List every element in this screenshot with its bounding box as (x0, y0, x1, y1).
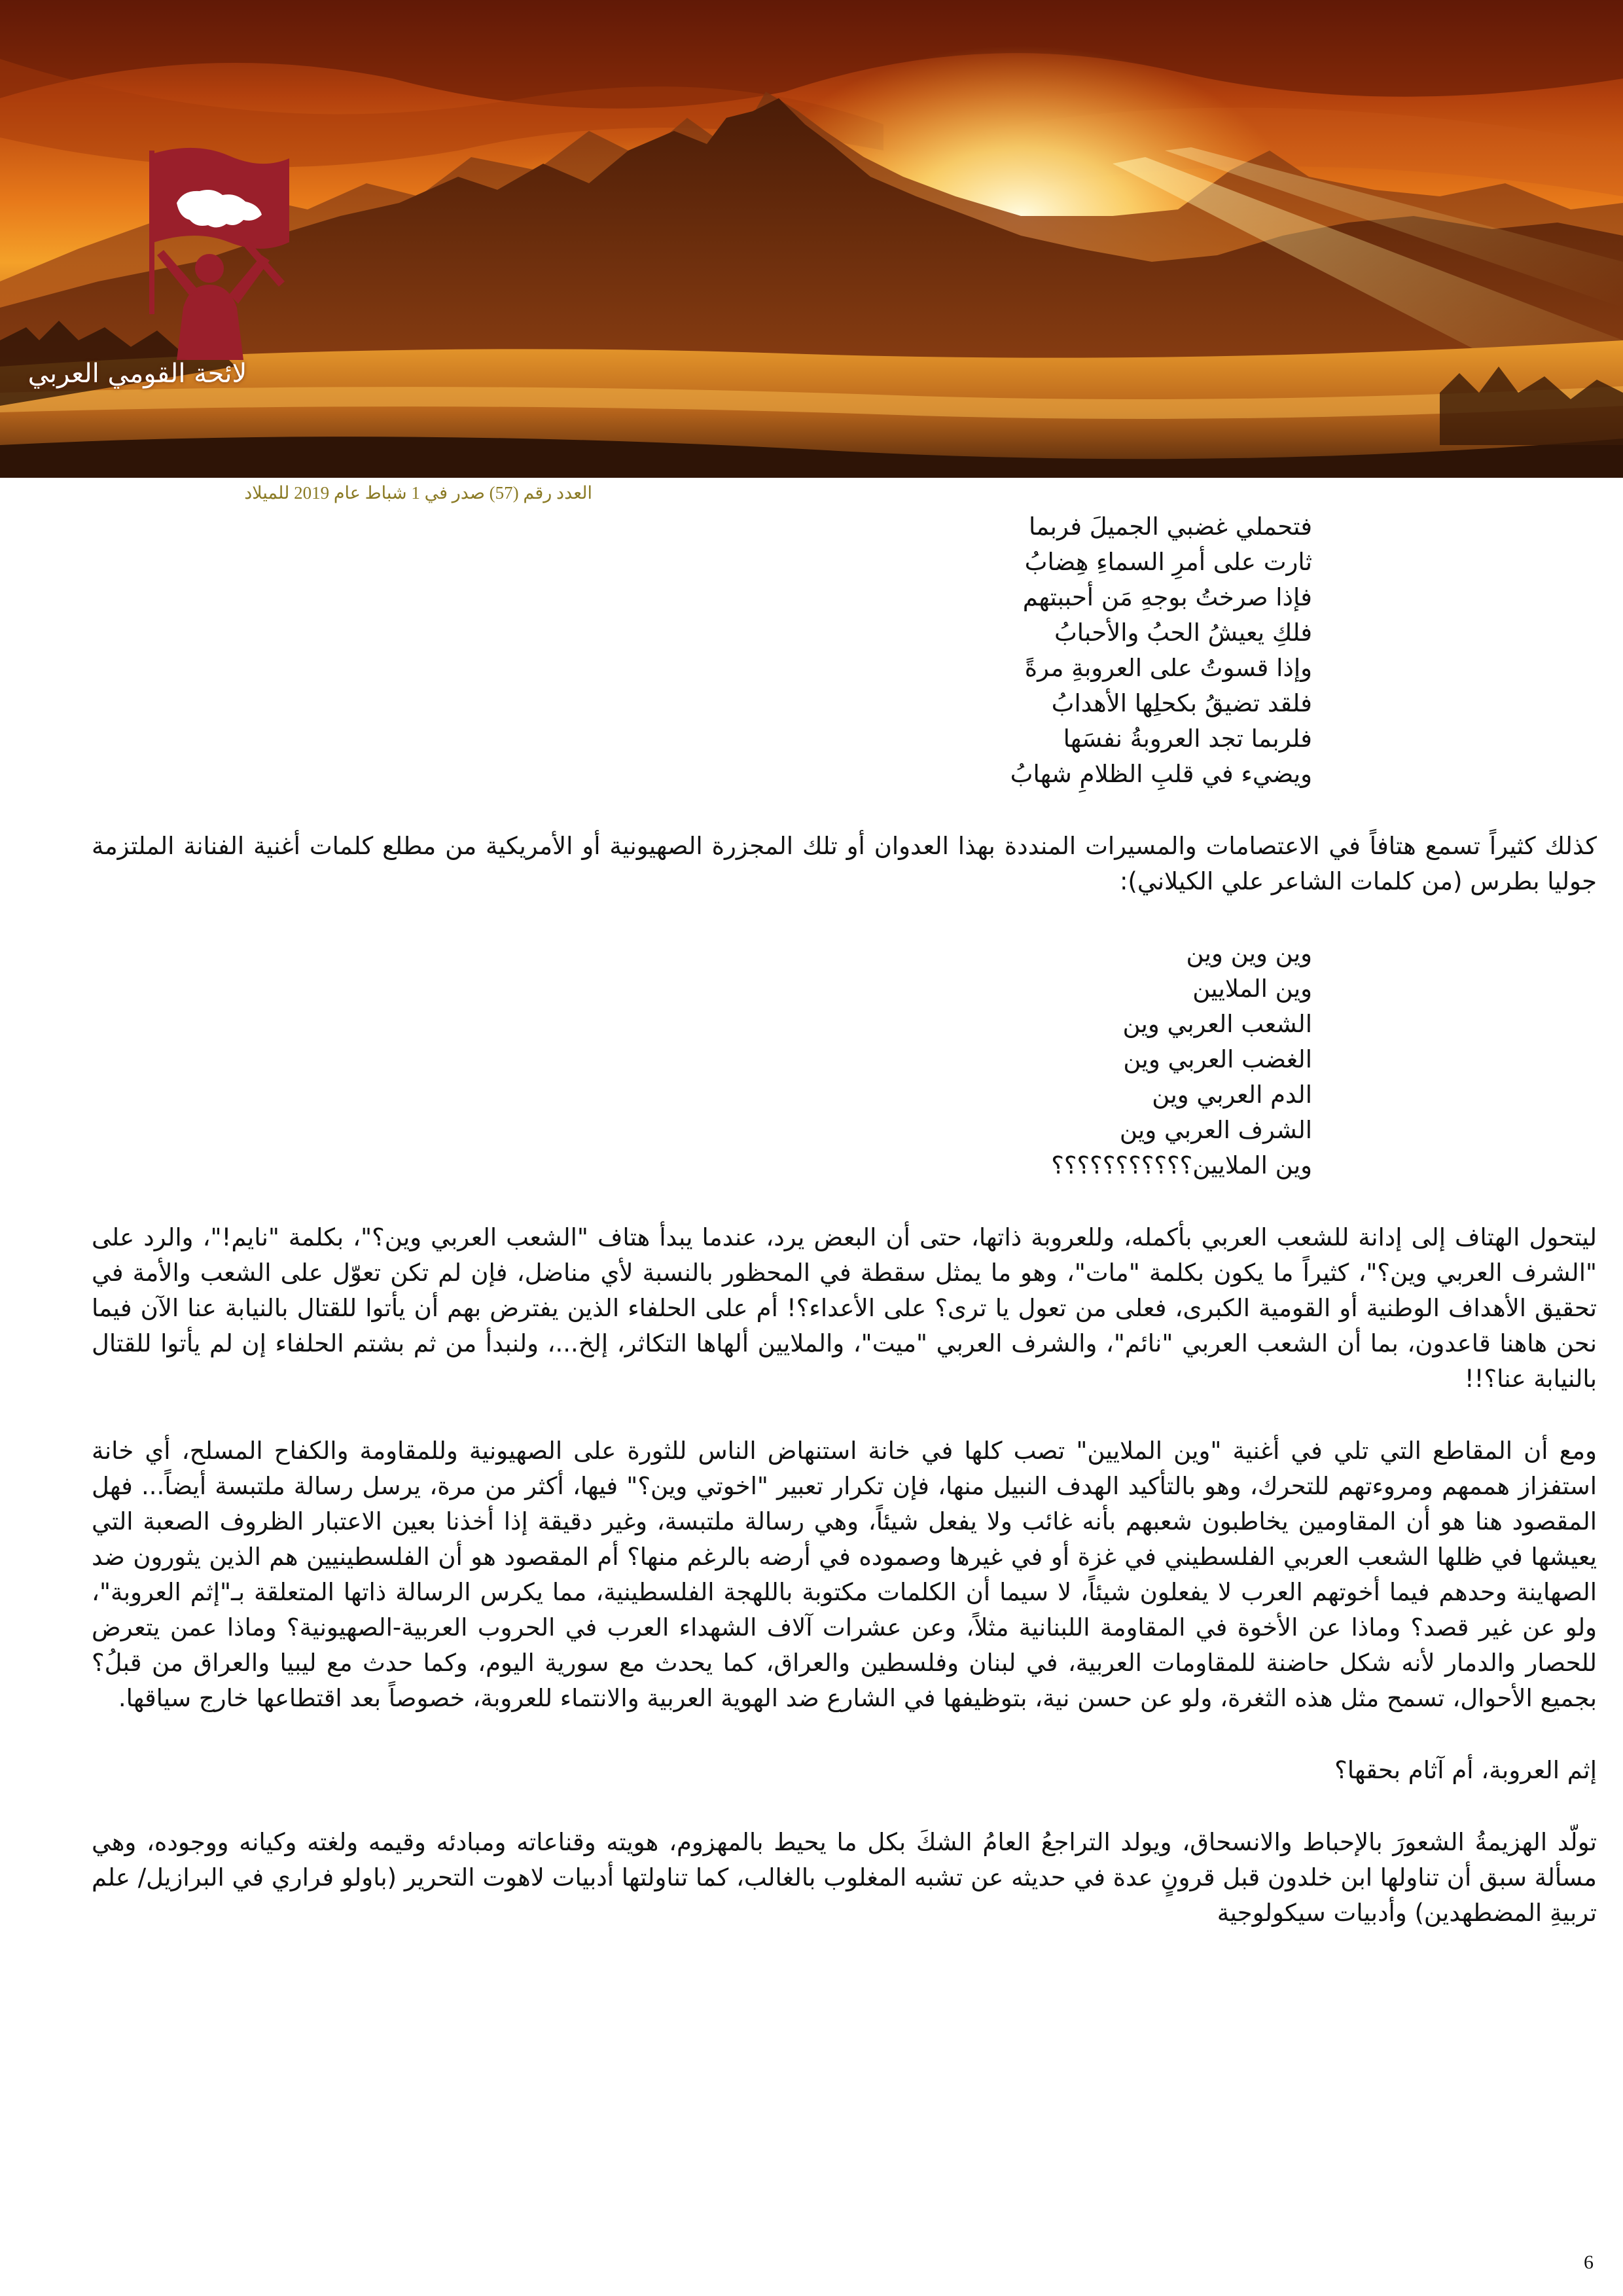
song-line: وين وين وين (1186, 939, 1312, 967)
poem-line: ويضيء في قلبِ الظلامِ شهابُ (1010, 760, 1312, 788)
poem-line: فلقد تضيقُ بكحلِها الأهدابُ (1051, 689, 1312, 717)
logo-emblem (98, 144, 294, 360)
song-line: الغضب العربي وين (1123, 1045, 1312, 1073)
logo-text: لائحة القومي العربي (27, 359, 247, 389)
poem-line: وإذا قسوتُ على العروبةِ مرةً (1024, 654, 1312, 682)
paragraph-3: ومع أن المقاطع التي تلي في أغنية "وين الملايين" تصب كلها في خانة استنهاض الناس للثورة على الصهيونية وللمقاومة والكفاح المسلح، أي خانة استفزاز هممهم ومروءتهم للتحرك، وهو بالتأكيد الهدف النبيل منها، فإن تكرار تعبير "اخوتي وين؟" فيها، أكثر من مرة، يرسل رسالة ملتبسة أيضاً... فهل المقصود هنا هو أن المقاومين يخاطبون شعبهم بأنه غائب ولا يفعل شيئاً، وهي رسالة ملتبسة، وغير دقيقة إذا أخذنا بعين الاعتبار الظروف الصعبة التي يعيشها في ظلها الشعب العربي الفلسطيني في غزة أو في غيرها وصموده في أرضه بالرغم منها؟ أم المقصود هو أن الفلسطينيين هم الذين يثورون ضد الصهاينة وحدهم فيما أخوتهم العرب لا يفعلون شيئاً، لا سيما أن الكلمات مكتوبة باللهجة الفلسطينية، مما يكرس الرسالة ذاتها المتعلقة بـ"إثم العروبة"، ولو عن غير قصد؟ وماذا عن الأخوة في المقاومة اللبنانية مثلاً، وعن عشرات آلاف الشهداء العرب في الحروب العربية-الصهيونية؟ وماذا عمن يتعرض للحصار والدمار لأنه شكل حاضنة للمقاومات العربية، في لبنان وفلسطين والعراق، كما يحدث مع سورية اليوم، وكما حدث مع ليبيا والعراق من قبلُ؟ بجميع الأحوال، تسمح مثل هذه الثغرة، ولو عن حسن نية، بتوظيفها في الشارع ضد الهوية العربية والانتماء للعروبة، خصوصاً بعد اقتطاعها خارج سياقها. (92, 1437, 1597, 1712)
song-line: وين الملايين؟؟؟؟؟؟؟؟؟؟؟ (1051, 1151, 1312, 1179)
article-body (92, 509, 1597, 1967)
song-line: وين الملايين (1192, 975, 1312, 1003)
song-line: الدم العربي وين (1152, 1081, 1312, 1109)
song-line: الشرف العربي وين (1119, 1116, 1312, 1144)
poem-line: فلكِ يعيشُ الحبُ والأحبابُ (1054, 619, 1312, 647)
poem-line: ثارت على أمرِ السماءِ هِضابُ (1024, 548, 1312, 576)
paragraph-1: كذلك كثيراً تسمع هتافاً في الاعتصامات والمسيرات المنددة بهذا العدوان أو تلك المجزرة الصهيونية أو الأمريكية من مطلع كلمات أغنية الفنانة الملتزمة جوليا بطرس (من كلمات الشاعر علي الكيلاني): (92, 832, 1597, 895)
paragraph-2: ليتحول الهتاف إلى إدانة للشعب العربي بأكمله، وللعروبة ذاتها، حتى أن البعض يرد، عندما يبدأ هتاف "الشعب العربي وين؟"، بكلمة "نايم!"، والرد على "الشرف العربي وين؟"، كثيراً ما يكون بكلمة "مات"، وهو ما يمثل سقطة في المحظور بالنسبة لأي مناضل، فإن لم تكن تعوّل على الشعب والأمة في تحقيق الأهداف الوطنية أو القومية الكبرى، فعلى من تعول يا ترى؟ على الأعداء؟! أم على الحلفاء الذين يفترض بهم أن يأتوا للقتال بالنيابة عنا الآن فيما نحن هاهنا قاعدون، بما أن الشعب العربي "نائم"، والشرف العربي "ميت"، والملايين ألهاها التكاثر، إلخ...، ولنبدأ من ثم بشتم الحلفاء إن لم يأتوا للقتال بالنيابة عنا؟!! (92, 1223, 1597, 1393)
poem-line: فإذا صرختُ بوجهِ مَن أحببتهم (1022, 583, 1312, 611)
poem-block (92, 509, 1597, 792)
header-banner (0, 0, 1623, 478)
poem-line: فتحملي غضبي الجميلَ فربما (1028, 512, 1312, 541)
song-lyrics-block (92, 936, 1597, 1183)
issue-date-line: العدد رقم (57) صدر في 1 شباط عام 2019 للميلاد (244, 483, 592, 503)
paragraph-4: تولّد الهزيمةُ الشعورَ بالإحباط والانسحاق، ويولد التراجعُ العامُ الشكَ بكل ما يحيط بالمهزوم، هويته وقناعاته ومبادئه وقيمه ولغته وكيانه ووجوده، وهي مسألة سبق أن تناولها ابن خلدون قبل قرونٍ عدة في حديثه عن تشبه المغلوب بالغالب، كما تناولتها أدبيات لاهوت التحرير (باولو فراري في البرازيل/ علم تربيةِ المضطهدين) وأدبيات سيكولوجية (92, 1828, 1597, 1927)
poem-line: فلربما تجد العروبةُ نفسَها (1063, 725, 1312, 753)
page-number: 6 (1584, 2251, 1594, 2273)
section-heading: إثم العروبة، أم آثام بحقها؟ (1334, 1756, 1597, 1784)
song-line: الشعب العربي وين (1122, 1010, 1312, 1038)
